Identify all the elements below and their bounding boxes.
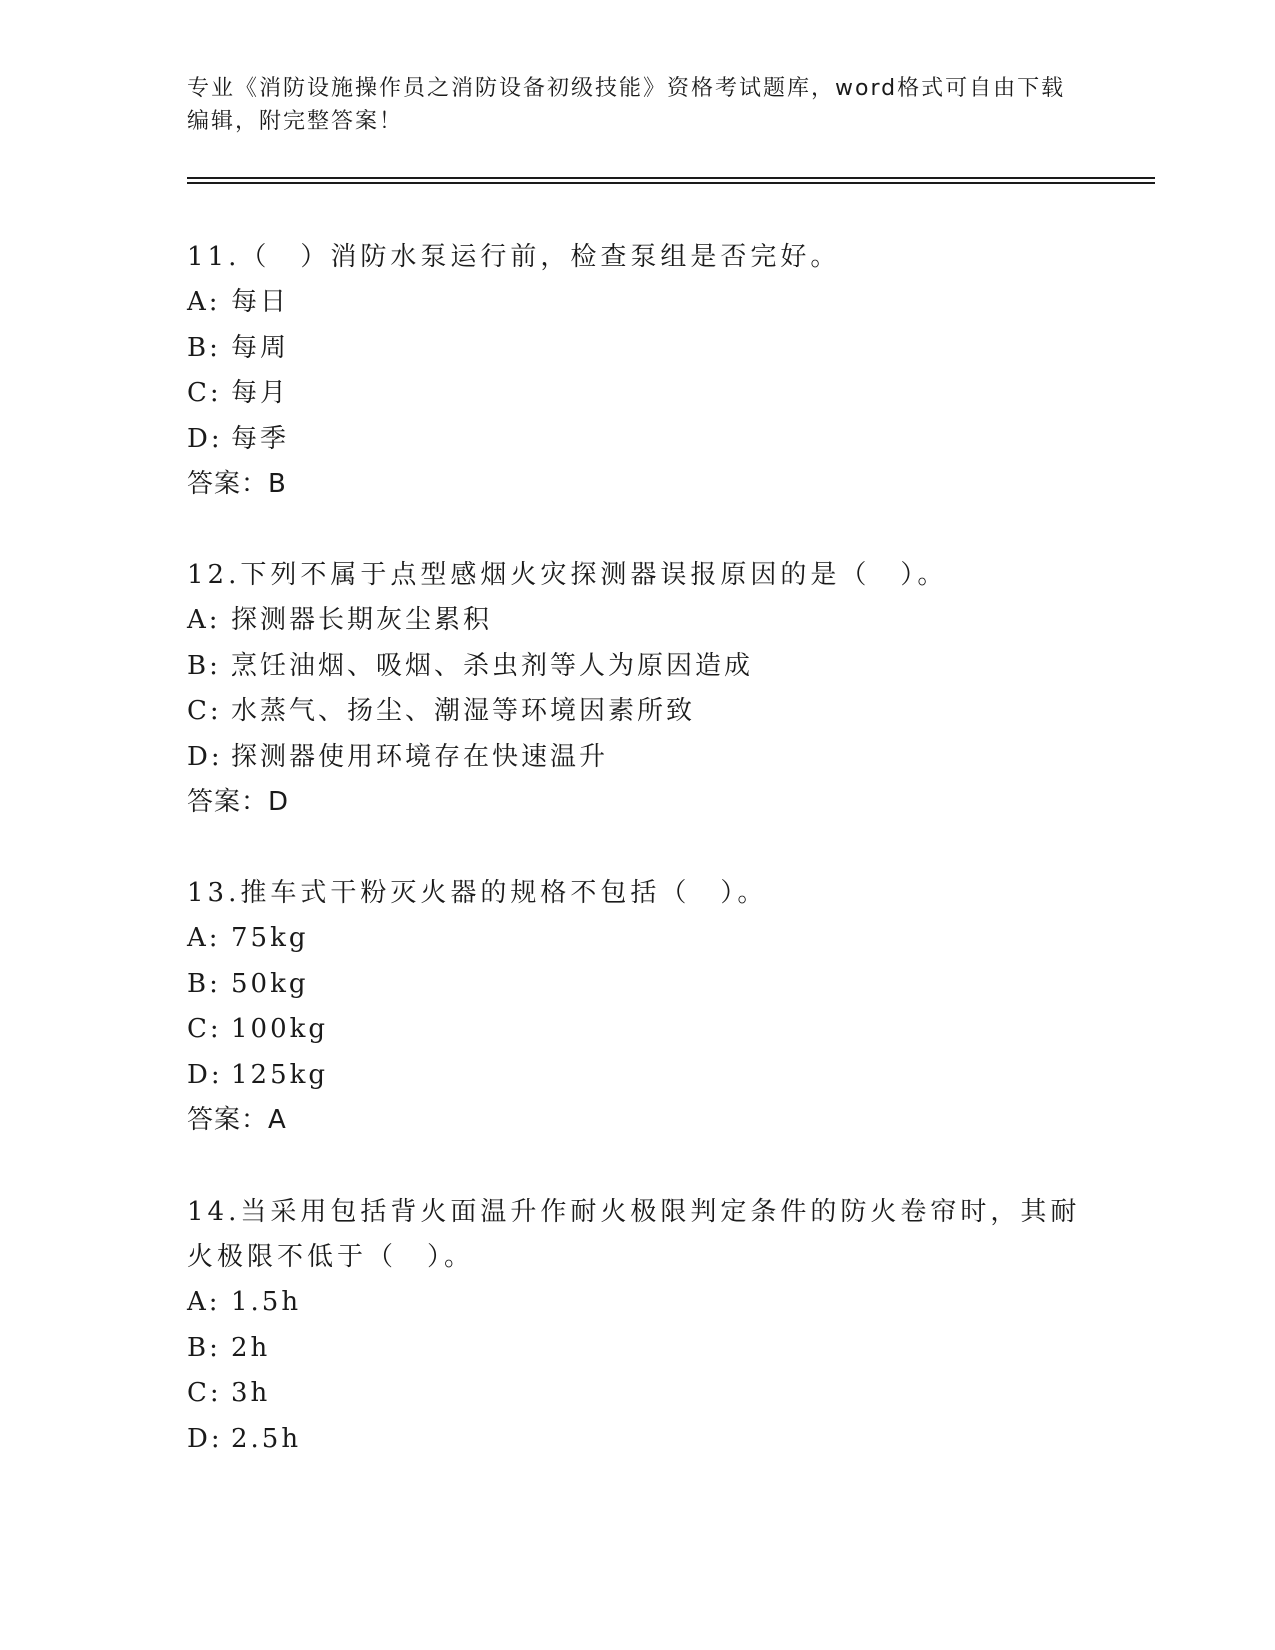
option-c [187,1007,1087,1053]
answer-line: 答案：A [187,1105,287,1135]
option-a [187,916,1087,962]
option-b [187,644,1087,690]
answer-line: 答案：D [187,787,290,817]
option-letter: A: [187,923,221,953]
option-c [187,1371,1087,1417]
option-text: 每季 [231,423,290,454]
option-letter: C: [187,1378,222,1408]
option-letter: B: [187,1332,221,1363]
option-c [187,371,1087,417]
option-text: 每日 [231,287,290,317]
option-text: 50kg [231,968,309,999]
question-stem: 12.下列不属于点型感烟火灾探测器误报原因的是（ ）。 [187,560,948,590]
option-letter: B: [187,332,221,363]
option-b [187,1326,1087,1372]
option-text: 2.5h [231,1423,302,1454]
question-stem: 11.（ ）消防水泵运行前，检查泵组是否完好。 [187,242,841,272]
option-text: 每周 [231,332,290,363]
document-header: 专业《消防设施操作员之消防设备初级技能》资格考试题库，word格式可自由下载编辑，附完整答案！ [187,76,1066,134]
option-letter: B: [187,650,221,681]
option-text: 100kg [231,1014,329,1044]
option-text: 75kg [231,923,309,953]
header-divider-bottom [187,182,1155,184]
option-text: 水蒸气、扬尘、潮湿等环境因素所致 [231,696,696,726]
option-letter: D: [187,1423,223,1454]
option-text: 每月 [231,378,290,408]
option-text: 探测器使用环境存在快速温升 [231,741,609,772]
option-a [187,598,1087,644]
option-c [187,689,1087,735]
option-text: 烹饪油烟、吸烟、杀虫剂等人为原因造成 [231,650,754,681]
option-text: 125kg [231,1059,329,1090]
header-divider-top [187,177,1155,179]
option-a [187,1280,1087,1326]
option-letter: A: [187,605,221,635]
option-d [187,1053,1087,1099]
option-letter: C: [187,378,222,408]
option-a [187,280,1087,326]
question-14 [187,1190,1087,1462]
option-text: 3h [231,1378,271,1408]
option-d [187,1417,1087,1463]
option-letter: D: [187,423,223,454]
option-letter: D: [187,741,223,772]
option-letter: D: [187,1059,223,1090]
question-12 [187,553,1087,825]
option-letter: C: [187,696,222,726]
option-text: 探测器长期灰尘累积 [231,605,493,635]
option-letter: A: [187,287,221,317]
option-text: 2h [231,1332,271,1363]
option-letter: A: [187,1287,221,1317]
question-stem: 14.当采用包括背火面温升作耐火极限判定条件的防火卷帘时，其耐火极限不低于（ ）。 [187,1197,1081,1272]
option-letter: B: [187,968,221,999]
answer-line: 答案：B [187,469,287,499]
question-11 [187,235,1087,507]
option-b [187,962,1087,1008]
option-d [187,417,1087,463]
option-b [187,326,1087,372]
question-13 [187,871,1087,1143]
option-letter: C: [187,1014,222,1044]
option-d [187,735,1087,781]
question-stem: 13.推车式干粉灭火器的规格不包括（ ）。 [187,878,768,908]
option-text: 1.5h [231,1287,302,1317]
